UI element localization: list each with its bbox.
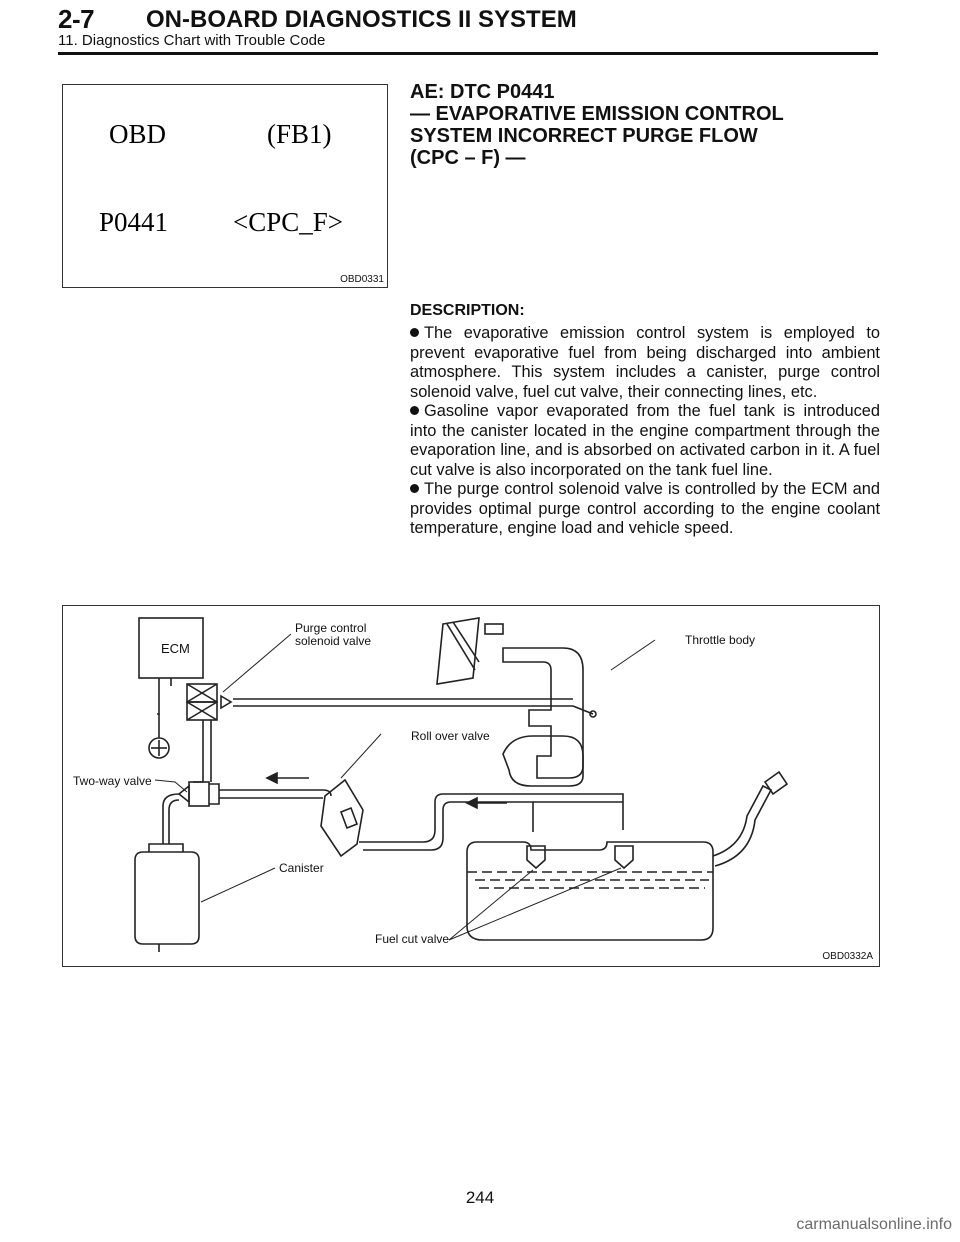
header-rule xyxy=(58,52,878,55)
screen-abbr-text: <CPC_F> xyxy=(233,207,344,237)
evap-system-diagram xyxy=(62,605,880,967)
select-monitor-screen-figure xyxy=(62,84,388,288)
purge-solenoid-valve xyxy=(187,684,231,720)
throttle-body xyxy=(437,618,596,786)
diagram-drawing xyxy=(63,606,879,966)
description-heading: DESCRIPTION: xyxy=(410,302,525,319)
fuel-tank xyxy=(467,842,713,940)
dtc-title-line: SYSTEM INCORRECT PURGE FLOW xyxy=(410,125,758,147)
canister xyxy=(135,794,199,952)
dtc-title-line: — EVAPORATIVE EMISSION CONTROL xyxy=(410,103,784,125)
two-way-valve xyxy=(179,782,219,806)
bullet-icon xyxy=(410,406,419,415)
subsection-title: 11. Diagnostics Chart with Trouble Code xyxy=(58,32,326,49)
fuel-cut-valve-label: Fuel cut valve xyxy=(375,932,450,946)
screen-mode-text: (FB1) xyxy=(267,119,332,149)
bullet-text: The evaporative emission control system is employed to prevent evaporative fuel from being discharged into ambient atmosphere. This system includes a canister, purge control solenoid valve, fuel cut valve, their connecting lines, etc. xyxy=(410,324,880,401)
dtc-title-line: AE: DTC P0441 xyxy=(410,81,555,103)
screen-dtc-text: P0441 xyxy=(99,207,169,237)
canister-label: Canister xyxy=(279,861,324,875)
page-header xyxy=(0,0,960,62)
roll-over-valve-label: Roll over valve xyxy=(411,729,490,743)
description-body xyxy=(410,324,880,539)
bullet-icon xyxy=(410,484,419,493)
dtc-title-line: (CPC – F) — xyxy=(410,147,526,169)
figure-code: OBD0331 xyxy=(340,274,384,285)
description-bullet xyxy=(410,402,880,480)
section-title: ON-BOARD DIAGNOSTICS II SYSTEM xyxy=(146,6,577,33)
section-number: 2-7 xyxy=(58,4,95,34)
figure-code: OBD0332A xyxy=(822,951,873,962)
screen-obd-text: OBD xyxy=(109,119,167,149)
screen-display xyxy=(63,85,387,287)
bullet-text: Gasoline vapor evaporated from the fuel tank is introduced into the canister located in the engine compartment through the evaporation line, and is absorbed on activated carbon in it. A fuel cut valve is also incorporated on the tank fuel line. xyxy=(410,402,880,479)
dtc-title xyxy=(410,81,890,169)
bullet-icon xyxy=(410,328,419,337)
description-bullet xyxy=(410,480,880,539)
throttle-body-label: Throttle body xyxy=(685,633,756,647)
ecm-label: ECM xyxy=(161,641,190,656)
purge-valve-label-line1: Purge control xyxy=(295,621,367,635)
two-way-valve-label: Two-way valve xyxy=(73,774,152,788)
page-number: 244 xyxy=(465,1188,495,1207)
watermark: carmanualsonline.info xyxy=(796,1216,952,1233)
purge-valve-label-line2: solenoid valve xyxy=(295,634,372,648)
description-bullet xyxy=(410,324,880,402)
filler-neck xyxy=(713,786,771,866)
bullet-text: The purge control solenoid valve is controlled by the ECM and provides optimal purge control according to the engine coolant temperature, engine load and vehicle speed. xyxy=(410,480,880,537)
fuel-cut-valve xyxy=(615,846,633,868)
